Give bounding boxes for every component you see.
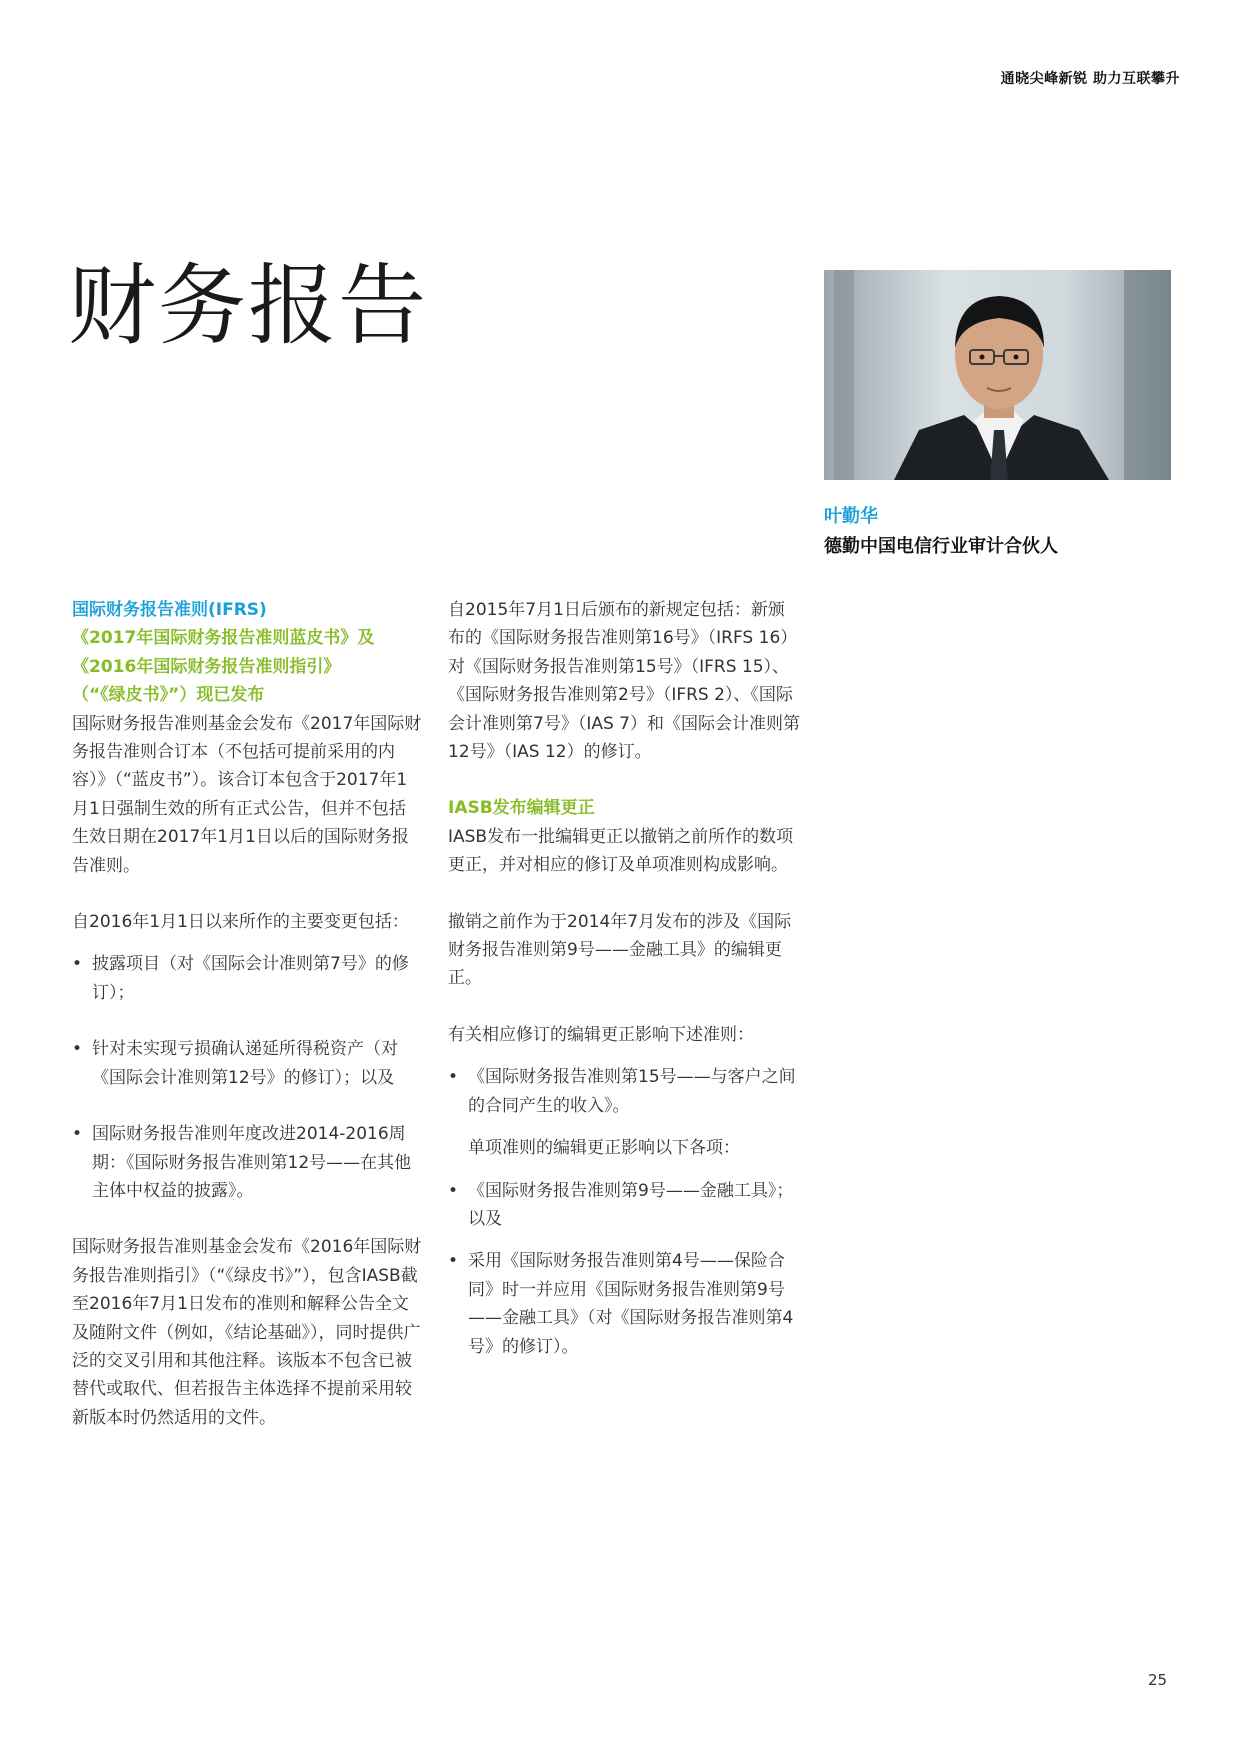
section-heading-iasb: IASB发布编辑更正 (448, 798, 595, 819)
paragraph: 国际财务报告准则基金会发布《2017年国际财务报告准则合订本（不包括可提前采用的内容）》（“蓝皮书”）。该合订本包含于2017年1月1日强制生效的所有正式公告，但并不包括生效日期在2017年1月1日以后的国际财务报告准则。 (72, 713, 422, 876)
bullet-list (448, 1177, 800, 1361)
profile-photo (824, 270, 1171, 480)
paragraph: 撤销之前作为于2014年7月发布的涉及《国际财务报告准则第9号——金融工具》的编辑更正。 (448, 911, 792, 989)
page-number: 25 (1148, 1671, 1168, 1689)
paragraph: IASB发布一批编辑更正以撤销之前所作的数项更正，并对相应的修订及单项准则构成影响。 (448, 826, 794, 876)
list-item: • 披露项目（对《国际会计准则第7号》的修订）； (72, 950, 422, 1007)
bullet-list (72, 950, 422, 1205)
profile-name: 叶勤华 (824, 506, 878, 527)
paragraph: 国际财务报告准则基金会发布《2016年国际财务报告准则指引》（“《绿皮书》”），包含IASB截至2016年7月1日发布的准则和解释公告全文及随附文件（例如，《结论基础》），同时提供广泛的交叉引用和其他注释。该版本不包含已被替代或取代、但若报告主体选择不提前采用较新版本时仍然适用的文件。 (72, 1237, 422, 1428)
page-title: 财务报告 (68, 254, 429, 357)
paragraph: 单项准则的编辑更正影响以下各项： (468, 1138, 740, 1159)
list-item: • 采用《国际财务报告准则第4号——保险合同》时一并应用《国际财务报告准则第9号——金融工具》（对《国际财务报告准则第4号》的修订）。 (448, 1247, 800, 1361)
section-heading-bluebook: 《2017年国际财务报告准则蓝皮书》及 (72, 628, 375, 649)
paragraph: 自2015年7月1日后颁布的新规定包括：新颁布的《国际财务报告准则第16号》（IRFS 16）对《国际财务报告准则第15号》（IFRS 15）、《国际财务报告准则第2号》（IFRS 2）、《国际会计准则第7号》（IAS 7）和《国际会计准则第12号》（IAS 12）的修订。 (448, 600, 800, 763)
left-column (72, 596, 422, 1432)
paragraph: 自2016年1月1日以来所作的主要变更包括： (72, 912, 409, 933)
list-item: • 针对未实现亏损确认递延所得税资产（对《国际会计准则第12号》的修订）；以及 (72, 1035, 422, 1092)
section-heading-greenbook: （“《绿皮书》”）现已发布 (72, 685, 265, 706)
bullet-list (448, 1063, 800, 1120)
header-tagline: 通晓尖峰新锐 助力互联攀升 (1000, 71, 1180, 87)
list-item: • 《国际财务报告准则第15号——与客户之间的合同产生的收入》。 (448, 1063, 800, 1120)
paragraph: 有关相应修订的编辑更正影响下述准则： (448, 1024, 754, 1045)
list-item: • 国际财务报告准则年度改进2014-2016周期：《国际财务报告准则第12号——在其他主体中权益的披露》。 (72, 1120, 422, 1205)
section-heading-ifrs: 国际财务报告准则(IFRS) (72, 600, 267, 620)
profile-role: 德勤中国电信行业审计合伙人 (824, 536, 1058, 557)
section-heading-guide: 《2016年国际财务报告准则指引》 (72, 656, 341, 677)
middle-column (448, 596, 800, 1361)
list-item: • 《国际财务报告准则第9号——金融工具》；以及 (448, 1177, 800, 1234)
